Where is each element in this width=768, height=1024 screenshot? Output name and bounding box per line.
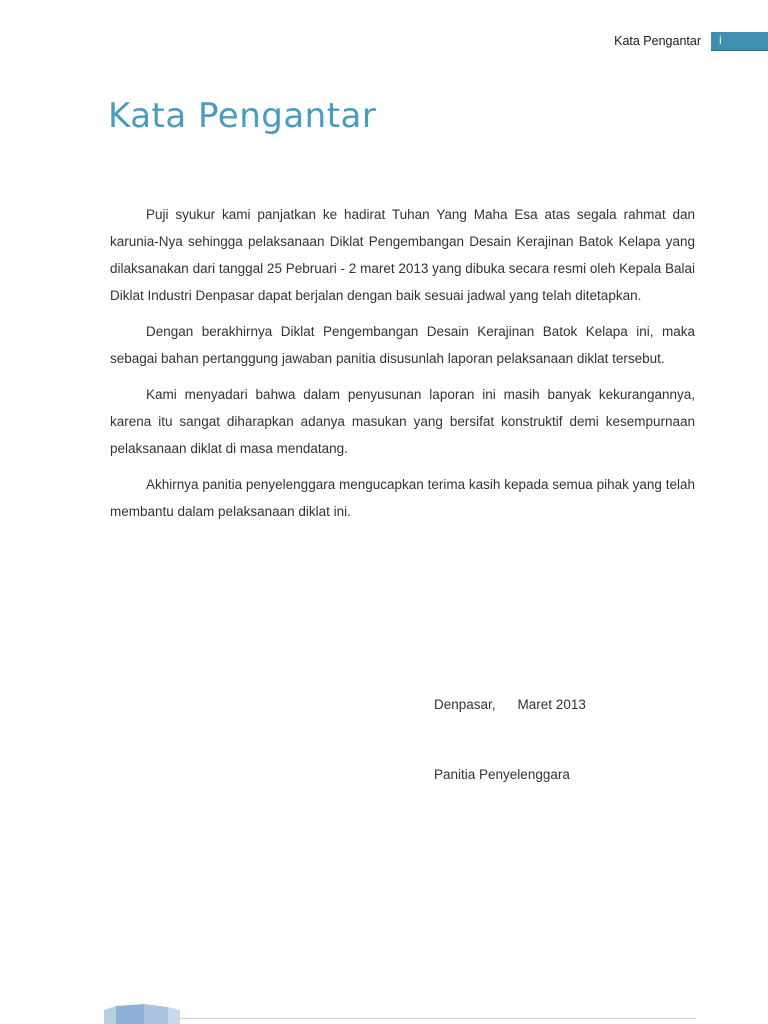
page-title: Kata Pengantar <box>108 96 377 136</box>
page-number: i <box>719 33 722 47</box>
signature-place-date <box>434 697 586 712</box>
running-header <box>0 32 768 52</box>
header-section-title: Kata Pengantar <box>614 34 701 48</box>
footer-book-icon <box>104 1004 180 1024</box>
signature-place: Denpasar, <box>434 697 496 712</box>
page-number-tab-border <box>711 50 768 51</box>
paragraph-4: Akhirnya panitia penyelenggara mengucapkan terima kasih kepada semua pihak yang telah membantu dalam pelaksanaan diklat ini. <box>110 477 695 519</box>
paragraph-2: Dengan berakhirnya Diklat Pengembangan Desain Kerajinan Batok Kelapa ini, maka sebagai bahan pertanggung jawaban panitia disusunlah laporan pelaksanaan diklat tersebut. <box>110 324 695 366</box>
paragraph-1: Puji syukur kami panjatkan ke hadirat Tuhan Yang Maha Esa atas segala rahmat dan karunia-Nya sehingga pelaksanaan Diklat Pengembangan Desain Kerajinan Batok Kelapa yang dilaksanakan dari tanggal 25 Pebruari - 2 maret 2013 yang dibuka secara resmi oleh Kepala Balai Diklat Industri Denpasar dapat berjalan dengan baik sesuai jadwal yang telah ditetapkan. <box>110 207 695 303</box>
paragraph-3: Kami menyadari bahwa dalam penyusunan laporan ini masih banyak kekurangannya, karena itu sangat diharapkan adanya masukan yang bersifat konstruktif demi kesempurnaan pelaksanaan diklat di masa mendatang. <box>110 387 695 456</box>
body-text <box>110 201 695 534</box>
signature-date: Maret 2013 <box>517 697 586 712</box>
signature-committee: Panitia Penyelenggara <box>434 767 570 782</box>
footer-rule <box>180 1018 696 1019</box>
